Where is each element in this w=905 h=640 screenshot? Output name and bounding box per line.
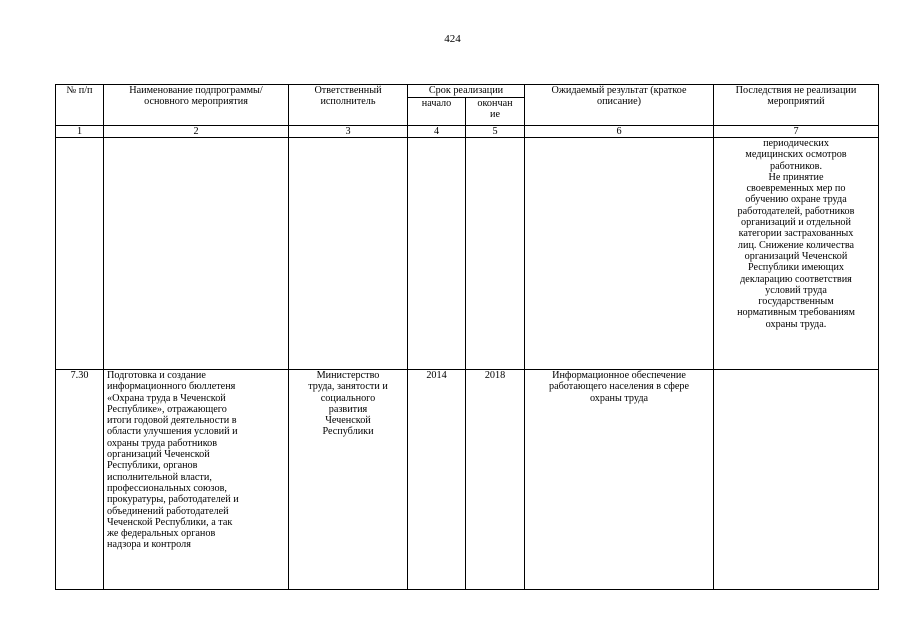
cell-result: Информационное обеспечение работающего населения в сфере охраны труда [525, 370, 714, 590]
cell-end: 2018 [466, 370, 525, 590]
cell-num: 7.30 [56, 370, 104, 590]
column-index: 1 [56, 126, 104, 138]
column-index: 7 [714, 126, 879, 138]
cell-end [466, 138, 525, 370]
cell-name: Подготовка и создание информационного бюллетеня «Охрана труда в Чеченской Республике», отражающего итоги годовой деятельности в области улучшения условий и охраны труда работников организаций Чеченской Республики, органов исполнительной власти, профессиональных союзов, прокуратуры, работодателей и объединений работодателей Чеченской Республики, а так же федеральных органов надзора и контроля [104, 370, 289, 590]
cell-consequences: периодических медицинских осмотров работников. Не принятие своевременных мер по обучению охране труда работодателей, работников организаций и отдельной категории застрахованных лиц. Снижение количества организаций Чеченской Республики имеющих декларацию соответствия условий труда государственным нормативным требованиям охраны труда. [714, 138, 879, 370]
cell-consequences [714, 370, 879, 590]
cell-executor: Министерство труда, занятости и социального развития Чеченской Республики [289, 370, 408, 590]
table-row [56, 370, 879, 590]
table-row [56, 138, 879, 370]
cell-start [408, 138, 466, 370]
page-number: 424 [444, 33, 461, 45]
header-start: начало [408, 98, 466, 126]
column-index: 3 [289, 126, 408, 138]
cell-executor [289, 138, 408, 370]
header-period: Срок реализации [408, 85, 525, 98]
header-consequences: Последствия не реализации мероприятий [714, 85, 879, 126]
cell-num [56, 138, 104, 370]
column-index: 2 [104, 126, 289, 138]
header-name: Наименование подпрограммы/ основного мероприятия [104, 85, 289, 126]
column-index: 5 [466, 126, 525, 138]
header-result: Ожидаемый результат (краткое описание) [525, 85, 714, 126]
column-index-row [56, 126, 879, 138]
column-index: 6 [525, 126, 714, 138]
column-index: 4 [408, 126, 466, 138]
measures-table [55, 84, 879, 590]
cell-name [104, 138, 289, 370]
cell-result [525, 138, 714, 370]
header-end: окончан ие [466, 98, 525, 126]
cell-start: 2014 [408, 370, 466, 590]
header-executor: Ответственный исполнитель [289, 85, 408, 126]
header-num: № п/п [56, 85, 104, 126]
header-row [56, 85, 879, 98]
